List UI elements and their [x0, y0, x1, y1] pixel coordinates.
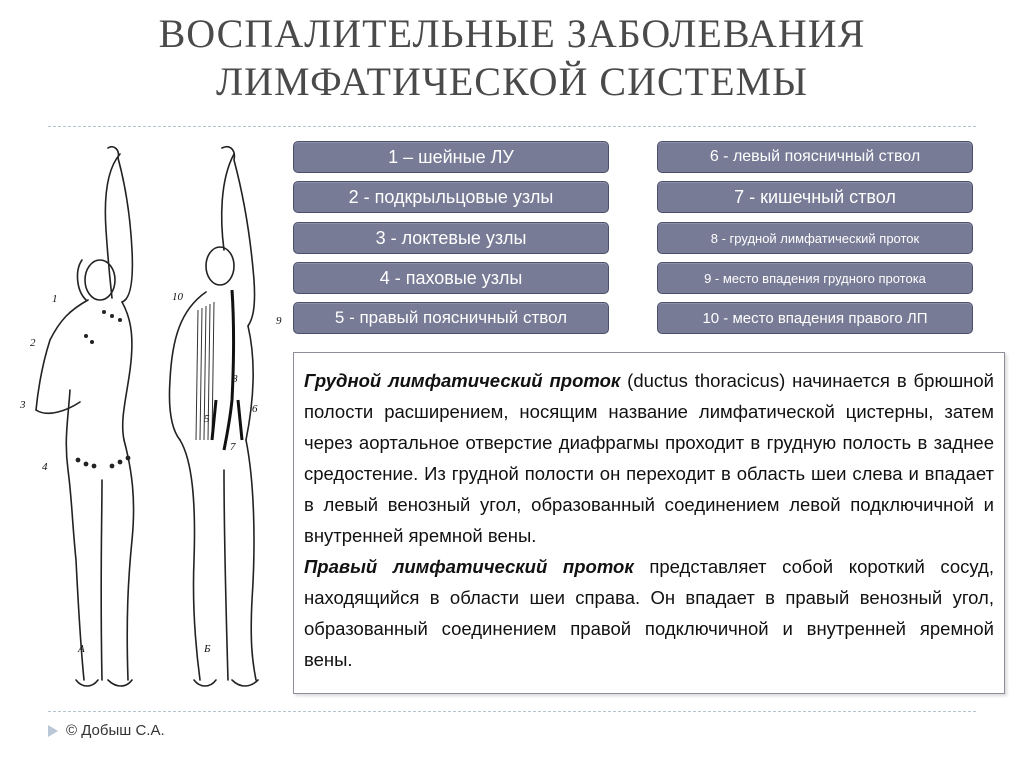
right-duct-term: Правый лимфатический проток	[304, 556, 634, 577]
title-line-1: ВОСПАЛИТЕЛЬНЫЕ ЗАБОЛЕВАНИЯ	[158, 11, 866, 56]
description-panel	[293, 352, 1005, 694]
figure-label: 2	[30, 337, 36, 349]
figure-label: 9	[276, 315, 282, 327]
label-button-10: 10 - место впадения правого ЛП	[657, 302, 973, 334]
triangle-bullet-icon	[48, 725, 58, 737]
thoracic-duct-paragraph	[304, 365, 994, 551]
bottom-divider	[48, 711, 976, 712]
figure-a-torso	[36, 300, 88, 410]
title-line-2: ЛИМФАТИЧЕСКОЙ СИСТЕМЫ	[216, 59, 808, 104]
figure-label: 3	[20, 399, 26, 411]
right-duct-paragraph	[304, 551, 994, 675]
top-divider	[48, 126, 976, 127]
thoracic-duct-line	[224, 290, 234, 450]
label-button-1: 1 – шейные ЛУ	[293, 141, 609, 173]
lymph-node-dots	[76, 310, 131, 468]
slide-title	[0, 10, 1024, 106]
figure-label: 4	[42, 461, 48, 473]
lymph-diagram-illustration	[20, 140, 290, 700]
figure-label: 7	[230, 441, 236, 453]
figure-b-head	[206, 247, 234, 285]
figure-label: А	[78, 643, 85, 655]
label-button-7: 7 - кишечный ствол	[657, 181, 973, 213]
right-duct-text: представляет собой короткий сосуд, находящийся в области шеи справа. Он впадает в правый венозный угол, образованный соединением правой подключичной и внутренней яремной вены.	[304, 556, 994, 670]
thoracic-duct-term: Грудной лимфатический проток	[304, 370, 621, 391]
figure-label: 10	[172, 291, 183, 303]
figure-label: 5	[204, 413, 210, 425]
label-button-5: 5 - правый поясничный ствол	[293, 302, 609, 334]
label-button-2: 2 - подкрыльцовые узлы	[293, 181, 609, 213]
label-button-6: 6 - левый поясничный ствол	[657, 141, 973, 173]
thoracic-duct-text: (ductus thoracicus) начинается в брюшной полости расширением, носящим название лимфатической цистерны, затем через аортальное отверстие диафрагмы проходит в грудную полость в заднее средостение. Из грудной полости он переходит в область шеи слева и впадает в левый венозный угол, образованный соединением левой подключичной и внутренней яремной вены.	[304, 370, 994, 546]
figure-label: Б	[204, 643, 211, 655]
label-button-8: 8 - грудной лимфатический проток	[657, 222, 973, 254]
label-button-3: 3 - локтевые узлы	[293, 222, 609, 254]
footer	[48, 722, 165, 739]
anatomy-figures	[20, 140, 290, 700]
label-button-9: 9 - место впадения грудного протока	[657, 262, 973, 294]
author-credit: © Добыш С.А.	[66, 722, 165, 739]
figure-label: 6	[252, 403, 258, 415]
figure-label: 8	[232, 373, 238, 385]
figure-label: 1	[52, 293, 58, 305]
label-button-4: 4 - паховые узлы	[293, 262, 609, 294]
